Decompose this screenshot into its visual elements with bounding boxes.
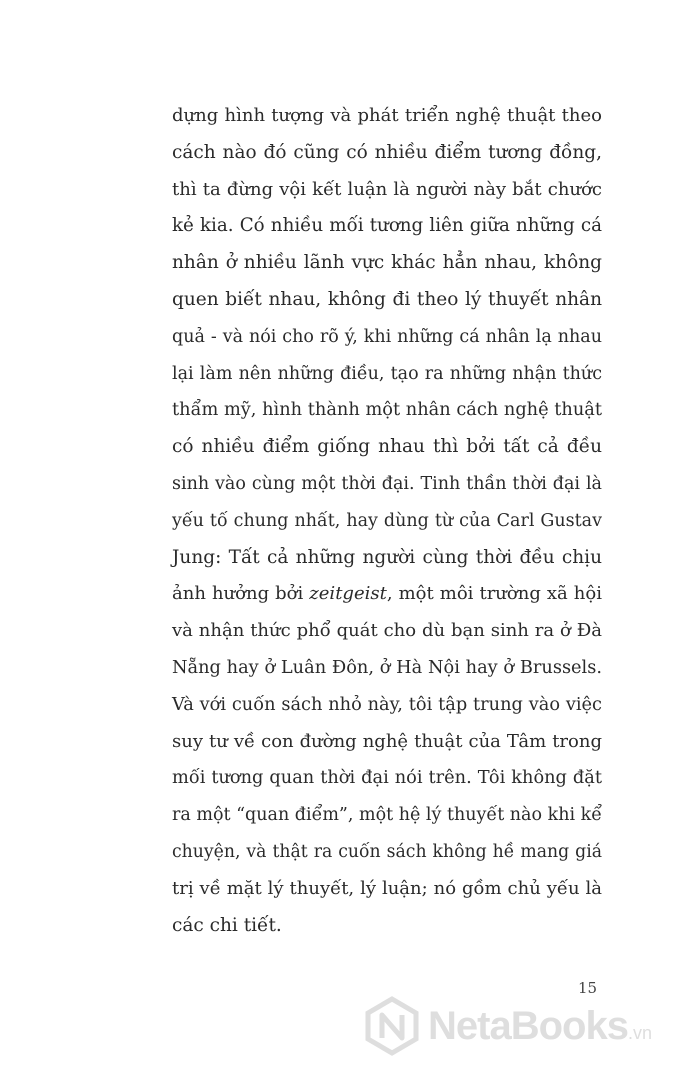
- text-line: ra một “quan điểm”, một hệ lý thuyết nào khi kể: [172, 805, 602, 826]
- text-line: thì ta đừng vội kết luận là người này bắt chước: [172, 178, 602, 200]
- text-line: các chi tiết.: [172, 914, 282, 936]
- text-line: kẻ kia. Có nhiều mối tương liên giữa những cá: [172, 215, 602, 237]
- text-line: nhân ở nhiều lãnh vực khác hẳn nhau, không: [172, 252, 602, 274]
- text-line: Và với cuốn sách nhỏ này, tôi tập trung vào việc: [172, 694, 602, 715]
- text-line: sinh vào cùng một thời đại. Tinh thần thời đại là: [172, 473, 602, 494]
- watermark-suffix: .vn: [627, 1023, 652, 1043]
- netabooks-logo-icon: [362, 996, 422, 1056]
- text-line: cách nào đó cũng có nhiều điểm tương đồng,: [172, 141, 602, 163]
- text-line: thẩm mỹ, hình thành một nhân cách nghệ thuật: [172, 400, 602, 421]
- page-number: 15: [578, 979, 598, 997]
- text-line: suy tư về con đường nghệ thuật của Tâm trong: [172, 730, 602, 752]
- text-line: [172, 576, 602, 613]
- text-line: có nhiều điểm giống nhau thì bởi tất cả đều: [172, 436, 602, 458]
- text-segment: ảnh hưởng bởi: [172, 583, 310, 605]
- text-line: Jung: Tất cả những người cùng thời đều chịu: [172, 546, 602, 568]
- text-line: yếu tố chung nhất, hay dùng từ của Carl Gustav: [172, 510, 602, 531]
- italic-term: zeitgeist: [309, 583, 387, 605]
- watermark: [362, 996, 692, 1058]
- watermark-brand: NetaBooks: [428, 1004, 628, 1048]
- text-line: quen biết nhau, không đi theo lý thuyết nhân: [172, 288, 602, 310]
- text-line: dựng hình tượng và phát triển nghệ thuật theo: [172, 105, 602, 126]
- text-line: mối tương quan thời đại nói trên. Tôi không đặt: [172, 768, 602, 789]
- text-line: và nhận thức phổ quát cho dù bạn sinh ra ở Đà: [172, 620, 602, 642]
- text-line: quả - và nói cho rõ ý, khi những cá nhân lạ nhau: [172, 326, 602, 347]
- text-line: lại làm nên những điều, tạo ra những nhận thức: [172, 363, 602, 384]
- watermark-text: [428, 1004, 652, 1049]
- text-segment: , một môi trường xã hội: [386, 583, 602, 605]
- body-text: [172, 98, 602, 944]
- text-line: Nẵng hay ở Luân Đôn, ở Hà Nội hay ở Brussels.: [172, 657, 602, 678]
- text-line: chuyện, và thật ra cuốn sách không hề mang giá: [172, 841, 602, 862]
- text-line: trị về mặt lý thuyết, lý luận; nó gồm chủ yếu là: [172, 877, 602, 899]
